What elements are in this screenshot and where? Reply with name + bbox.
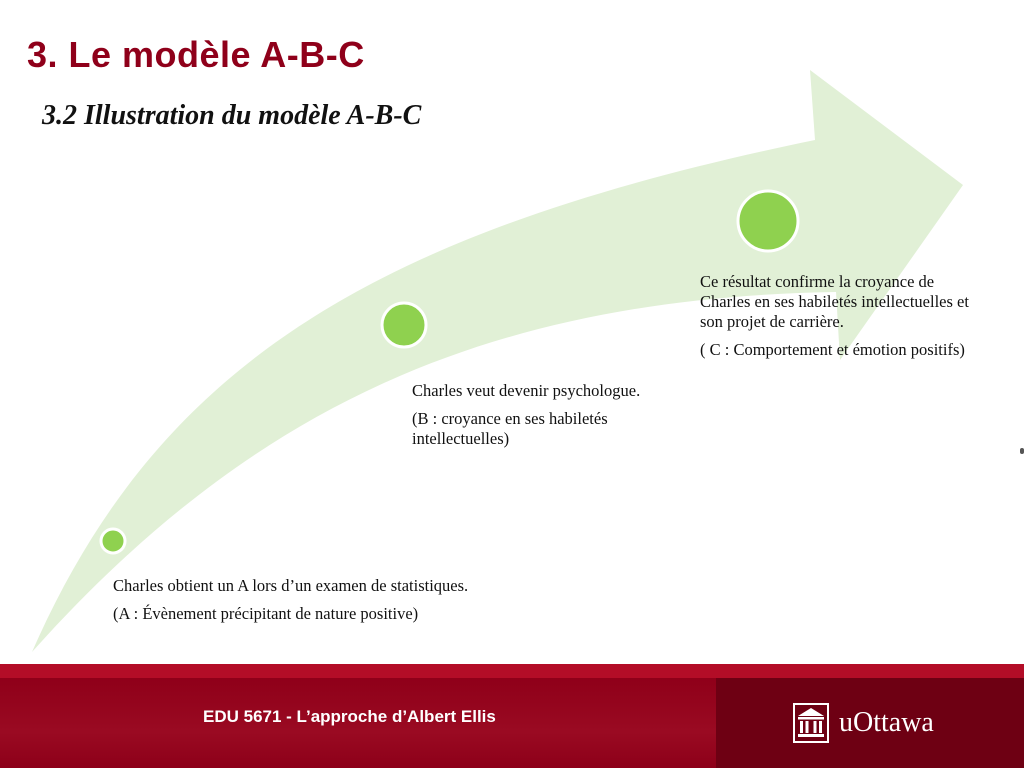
step-c-note: ( C : Comportement et émotion positifs) — [700, 340, 965, 359]
step-a-description: Charles obtient un A lors d’un examen de statistiques. — [113, 576, 469, 595]
step-c-dot — [738, 191, 798, 251]
step-b-note: (B : croyance en ses habiletés intellectuelles) — [412, 409, 608, 448]
footer-course-title: EDU 5671 - L’approche d’Albert Ellis — [203, 707, 496, 726]
step-c-text — [700, 272, 970, 368]
step-b-dot — [382, 303, 426, 347]
step-a-dot — [101, 529, 125, 553]
step-a-note: (A : Évènement précipitant de nature positive) — [113, 604, 419, 623]
university-building-icon — [793, 703, 829, 743]
slide-title: 3. Le modèle A-B-C — [27, 34, 365, 75]
step-c-description: Ce résultat confirme la croyance de Charles en ses habiletés intellectuelles et son projet de carrière. — [700, 272, 969, 331]
step-a-text — [113, 576, 493, 632]
step-b-description: Charles veut devenir psychologue. — [412, 381, 641, 400]
step-b-text — [412, 381, 672, 457]
footer-top-stripe — [0, 664, 1024, 678]
uottawa-logo — [793, 703, 934, 743]
slide-subtitle: 3.2 Illustration du modèle A-B-C — [42, 100, 422, 131]
edge-marker — [1020, 448, 1024, 454]
logo-wordmark: uOttawa — [839, 707, 934, 738]
